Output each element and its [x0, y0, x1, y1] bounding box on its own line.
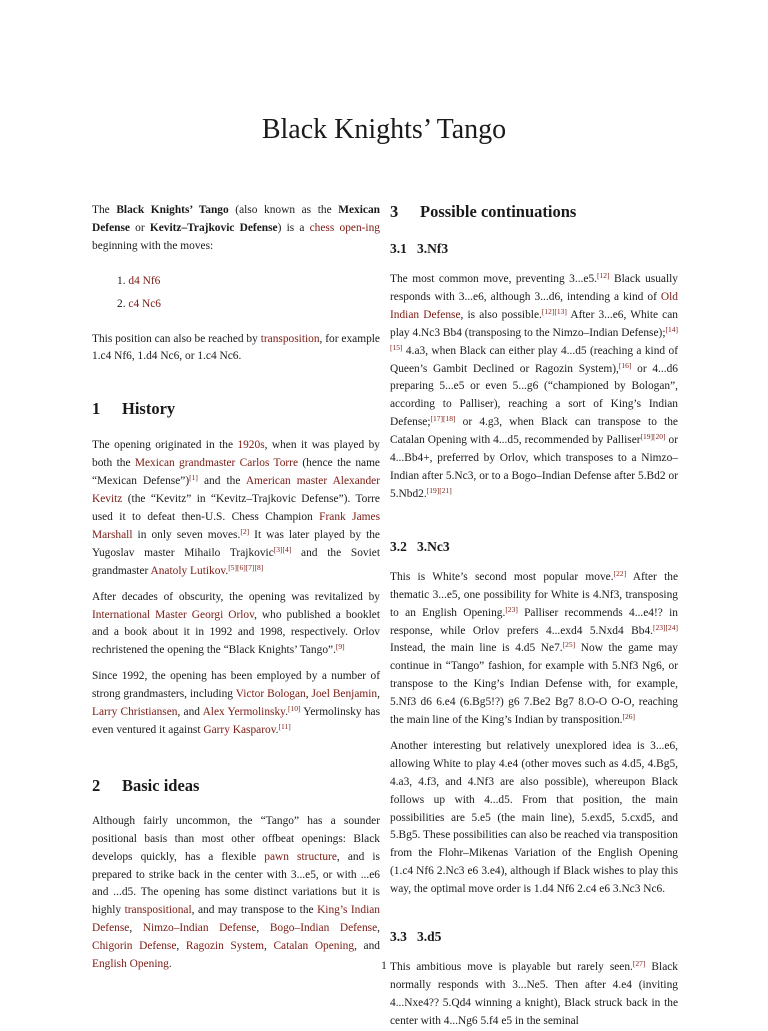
history-paragraph-2 [92, 589, 380, 661]
link-ragozin[interactable]: Ragozin System [185, 940, 264, 953]
body-text: It was later played by the Yugoslav master Mihailo Trajkovic [92, 528, 380, 559]
body-text: This ambitious move is playable but rarely seen. [390, 961, 633, 974]
body-text: After the thematic 3...e5, one possibility for White is 4.Nf3, transposing to an English Opening. [390, 570, 679, 619]
citation-link[interactable]: [23] [505, 604, 518, 614]
body-text: . [225, 564, 229, 577]
body-text: Since 1992, the opening has been employed by a number of strong grandmasters, including [92, 670, 380, 701]
body-text: and the [197, 475, 246, 488]
body-text: , is also possible. [460, 308, 542, 321]
link-1920s[interactable]: 1920s [237, 439, 265, 452]
body-text: Black normally responds with 3...Ne5. Then after 4.e4 (inviting 4...Nxe4?? 5.Qd4 winning a knight), Black struck back in the center with 4...Ng6 5.f4 e5 in the seminal [390, 961, 678, 1027]
intro-text: ) is a [277, 221, 310, 234]
body-text: After decades of obscurity, the opening was revitalized by [92, 590, 380, 603]
body-text: This is White’s second most popular move. [390, 570, 614, 583]
intro-text: The [92, 204, 117, 216]
link-chess-opening[interactable]: chess open-ing [309, 221, 380, 234]
citation-link[interactable]: [5][6][7][8] [228, 562, 264, 572]
link-transposition[interactable]: transposition [260, 332, 320, 345]
link-catalan[interactable]: Catalan Opening [273, 940, 355, 953]
citation-link[interactable]: [12][13] [541, 306, 567, 316]
link-georgi-orlov[interactable]: International Master Georgi Orlov [92, 608, 255, 621]
subsection-heading-nf3 [390, 240, 678, 257]
citation-link[interactable]: [2] [240, 526, 250, 536]
subsection-heading-d5 [390, 928, 678, 945]
citation-link[interactable]: [27] [632, 959, 646, 969]
section-heading-history [92, 399, 380, 419]
page-title: Black Knights’ Tango [261, 114, 507, 145]
link-alexander-kevitz[interactable]: American master Alexander Kevitz [92, 475, 381, 506]
link-frank-marshall[interactable]: Frank James Marshall [92, 510, 381, 541]
move-number: 2. [117, 297, 126, 310]
body-text: and the Soviet grandmaster [92, 546, 380, 577]
body-text: After 3...e6, White can play 4.Nc3 Bb4 (transposing to the Nimzo–Indian Defense); [390, 308, 678, 339]
body-text: , [263, 940, 274, 953]
body-text: , and may transpose to the [191, 904, 318, 917]
citation-link[interactable]: [11] [278, 721, 291, 731]
citation-link[interactable]: [3][4] [273, 544, 292, 554]
citation-link[interactable]: [19][21] [426, 485, 452, 495]
list-item [92, 273, 380, 291]
history-paragraph-3 [92, 668, 380, 740]
body-text: 4.a3, when Black can either play 4...d5 (reaching a kind of Queen’s Gambit Declined or Ragozin System), [390, 344, 678, 375]
body-text: or 4...d6 preparing 5...e5 or even 5...g6 (“championed by Bologan”, according to Palliser), reaching a sort of King’s Indian Defense; [390, 362, 678, 429]
left-column [92, 202, 380, 974]
intro-text: (also known as the [228, 204, 339, 216]
nc3-paragraph-1 [390, 569, 678, 730]
link-nimzo-indian[interactable]: Nimzo–Indian Defense [142, 922, 257, 935]
subsection-title: 3.d5 [417, 929, 442, 945]
body-text: . [168, 958, 172, 971]
body-text: This position can also be reached by [92, 332, 261, 345]
body-text: , [129, 922, 143, 935]
body-text: , [377, 688, 380, 701]
link-chigorin[interactable]: Chigorin Defense [92, 940, 177, 953]
subsection-number: 3.2 [390, 538, 407, 554]
link-english-opening[interactable]: English Opening [92, 958, 169, 971]
citation-link[interactable]: [1] [189, 473, 198, 483]
citation-link[interactable]: [23][24] [653, 622, 678, 632]
right-column [390, 202, 678, 1031]
link-kings-indian[interactable]: King’s Indian Defense [92, 904, 380, 935]
subsection-number: 3.3 [390, 929, 407, 945]
intro-text: or [129, 221, 150, 234]
page-number: 1 [381, 960, 387, 972]
citation-link[interactable]: [14][15] [390, 324, 678, 352]
history-paragraph-1 [92, 437, 380, 580]
link-move[interactable]: c4 Nc6 [128, 297, 161, 310]
body-text: Yermolinsky has even ventured it against [92, 706, 380, 736]
body-text: Instead, the main line is 4.d5 Ne7. [390, 642, 563, 655]
link-anatoly-lutikov[interactable]: Anatoly Lutikov [150, 564, 226, 577]
subsection-number: 3.1 [390, 241, 407, 256]
transposition-paragraph [92, 331, 380, 367]
nf3-paragraph [390, 271, 678, 504]
list-item [92, 296, 380, 314]
body-text: , for example 1.c4 Nf6, 1.d4 Nc6, or 1.c4 Nc6. [92, 332, 380, 363]
basic-ideas-paragraph [92, 813, 380, 974]
body-text: Although fairly uncommon, the “Tango” has a sounder positional basis than most other offbeat openings: Black develops quickly, has a flexible [92, 814, 380, 863]
body-text: Now the game may continue in “Tango” fashion, for example with 5.Nf3 Ng6, or transpose to the King’s Indian Defense with, for example, 5.Nf3 d6 6.e4 (6.Bg5!?) g6 7.Be2 Bg7 8.O-O O-O, reaching the main line of the King’s Indian by transposition. [390, 642, 678, 727]
link-alex-yermolinsky[interactable]: Alex Yermolinsky [202, 706, 286, 719]
body-text: , [176, 940, 186, 953]
body-text: in only seven moves. [132, 528, 241, 541]
link-old-indian[interactable]: Old Indian Defense [390, 290, 678, 321]
citation-link[interactable]: [26] [622, 712, 636, 722]
body-text: , and [177, 706, 203, 719]
body-text: . [285, 706, 288, 719]
body-text: , and is prepared to strike back in the center with 3...e5, or with ...e6 and ...d5. The opening has some distinct variations but it is highly [92, 850, 380, 917]
body-text: or 4.g3, when Black can transpose to the Catalan Opening with 4...d5, recommended by Palliser [390, 416, 678, 447]
body-text: , [256, 922, 270, 935]
citation-link[interactable]: [10] [287, 704, 301, 714]
section-heading-basic-ideas [92, 776, 380, 796]
section-number: 3 [390, 202, 399, 221]
link-carlos-torre[interactable]: Mexican grandmaster Carlos Torre [134, 457, 299, 470]
body-text: or 4...Bb4+, preferred by Orlov, which transposes to a Nimzo–Indian after 5.Nc3, or to a Bogo–Indian Defense after 5.Bd2 or 5.Nbd2. [390, 434, 679, 500]
bold-term: Mexican Defense [92, 204, 380, 234]
subsection-title: 3.Nc3 [417, 538, 450, 554]
body-text: . [275, 723, 279, 736]
moves-list [92, 273, 380, 314]
citation-link[interactable]: [16] [618, 360, 632, 370]
section-heading-continuations [390, 202, 678, 222]
link-transpositional[interactable]: transpositional [124, 904, 192, 917]
bold-term: Black Knights’ Tango [116, 204, 229, 216]
body-text: (hence the name “Mexican Defense”) [92, 457, 380, 488]
subsection-title: 3.Nf3 [417, 241, 449, 256]
link-bogo-indian[interactable]: Bogo–Indian Defense [269, 922, 378, 935]
link-garry-kasparov[interactable]: Garry Kasparov [203, 723, 276, 736]
body-text: , [377, 922, 381, 935]
nc3-paragraph-2: Another interesting but relatively unexplored idea is 3...e6, allowing White to play 4.e4 (other moves such as 4.d5, 4.Bg5, 4.a3, 4.f3, and 4.Nf3 are also possible), whereupon Black follows up with 4...d5. From that position, the main possibilities are 5.e5 (the main line), 5.exd5, 5.cxd5, and 5.Bg5. These possibilities can also be reached via transposition from the Flohr–Mikenas Variation of the English Opening (1.c4 Nf6 2.Nc3 e6 3.e4), although if Black wishes to play this way, the optimal move order is 1.d4 Nf6 2.c4 e6 3.Nc3 Nc6. [390, 739, 678, 896]
body-text: The opening originated in the [92, 439, 238, 452]
subsection-heading-nc3 [390, 538, 678, 555]
link-larry-christiansen[interactable]: Larry Christiansen [92, 706, 178, 719]
body-text: , when it was played by both the [92, 439, 380, 470]
body-text: , [305, 688, 312, 701]
body-text: Black usually responds with 3...e6, although 3...d6, intending a kind of [390, 273, 678, 303]
citation-link[interactable]: [25] [562, 640, 576, 650]
citation-link[interactable]: [9] [335, 642, 345, 652]
intro-text: beginning with the moves: [92, 239, 214, 252]
body-text: , and [354, 940, 380, 953]
citation-link[interactable]: [22] [613, 568, 627, 578]
citation-link[interactable]: [19][20] [640, 432, 666, 442]
section-title: Possible continuations [420, 202, 577, 221]
body-text: (the “Kevitz” in “Kevitz–Trajkovic Defense”). Torre used it to defeat then-U.S. Chess Champion [92, 493, 380, 523]
intro-paragraph [92, 202, 380, 256]
link-pawn-structure[interactable]: pawn structure [264, 850, 337, 863]
body-text: Palliser recommends 4...e4!? in response, while Orlov prefers 4...exd4 5.Nxd4 Bb4. [390, 606, 678, 637]
link-victor-bologan[interactable]: Victor Bologan [235, 688, 306, 701]
link-joel-benjamin[interactable]: Joel Benjamin [311, 688, 378, 701]
section-number: 1 [92, 399, 101, 419]
bold-term: Kevitz–Trajkovic Defense [149, 221, 278, 234]
section-title: History [122, 399, 176, 419]
link-move[interactable]: d4 Nf6 [128, 274, 161, 287]
body-text: The most common move, preventing 3...e5. [390, 273, 597, 285]
citation-link[interactable]: [17][18] [430, 414, 456, 424]
section-title: Basic ideas [122, 775, 200, 795]
body-text: , who published a booklet and a book about it in 1992 and 1998, respectively. Orlov rechristened the opening the “Black Knights’ Tango”. [92, 608, 381, 657]
section-number: 2 [92, 775, 101, 795]
move-number: 1. [117, 274, 126, 287]
citation-link[interactable]: [12] [597, 271, 610, 280]
